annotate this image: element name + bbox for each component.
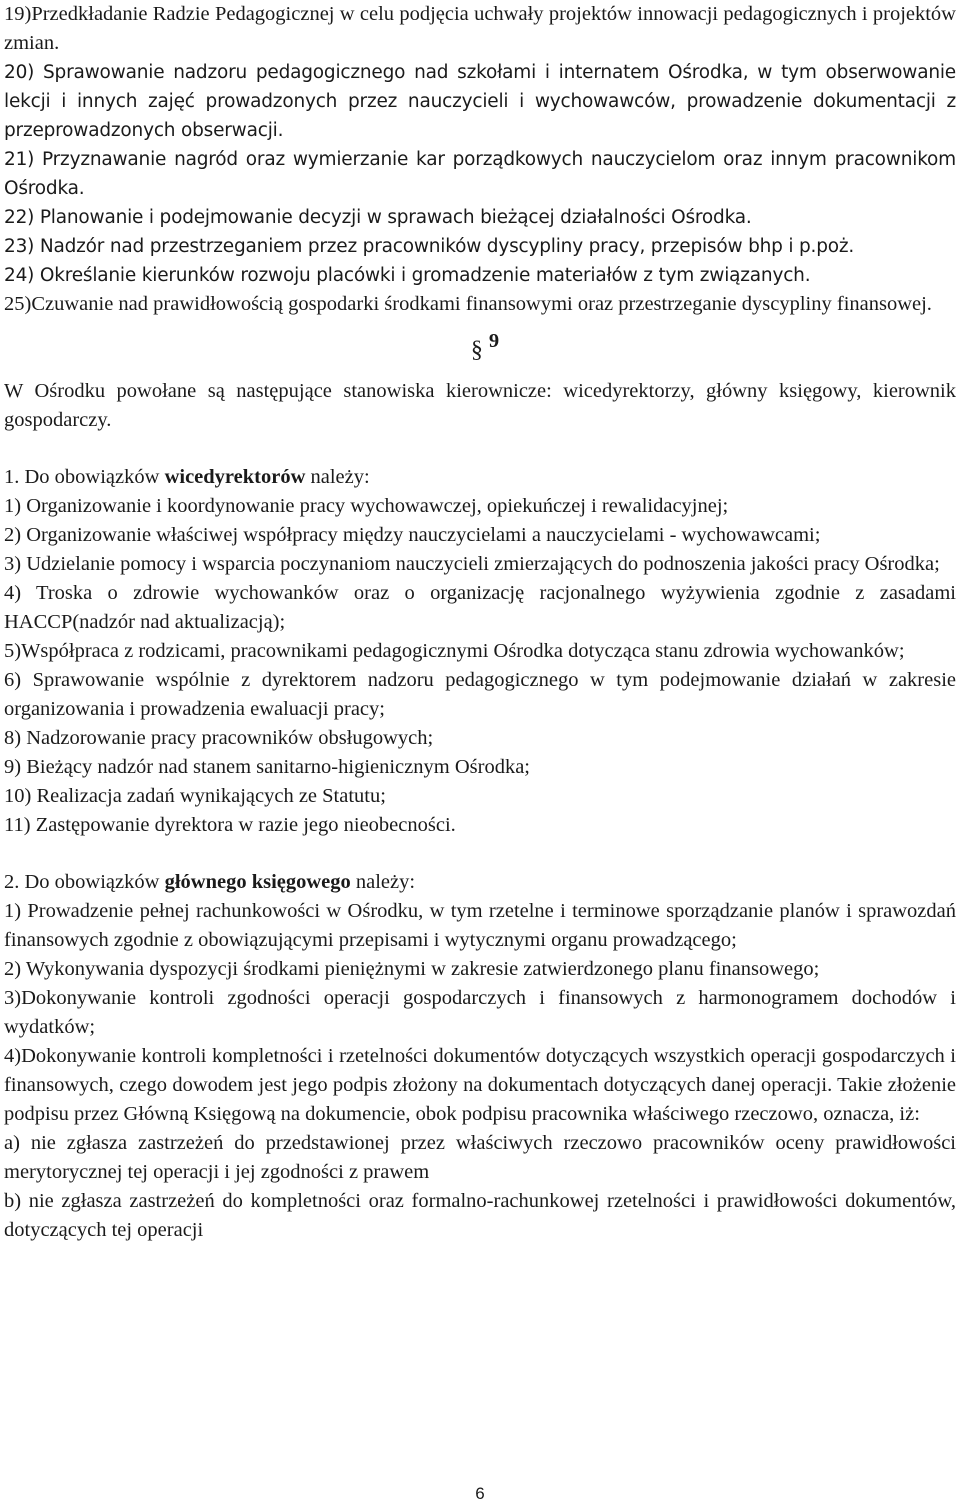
section-symbol: §: [470, 337, 483, 363]
list-item-23: 23) Nadzór nad przestrzeganiem przez pracowników dyscypliny pracy, przepisów bhp i p.poż.: [4, 236, 855, 257]
part1-item: 8) Nadzorowanie pracy pracowników obsługowych;: [4, 727, 434, 749]
part1-item: 4) Troska o zdrowie wychowanków oraz o organizację racjonalnego wyżywienia zgodnie z zasadami HACCP(nadzór nad aktualizacją);: [4, 582, 956, 633]
part1-item: 3) Udzielanie pomocy i wsparcia poczynaniom nauczycieli zmierzających do podnoszenia jakości pracy Ośrodka;: [4, 553, 940, 575]
section-heading: [4, 326, 956, 363]
intro-paragraph: W Ośrodku powołane są następujące stanowiska kierownicze: wicedyrektorzy, główny księgowy, kierownik gospodarczy.: [4, 380, 956, 431]
part2-item: 1) Prowadzenie pełnej rachunkowości w Ośrodku, w tym rzetelne i terminowe sporządzanie planów i sprawozdań finansowych zgodnie z obowiązującymi przepisami i wytycznymi organu prowadzącego;: [4, 900, 956, 951]
part1-item: 10) Realizacja zadań wynikających ze Statutu;: [4, 785, 386, 807]
spacer: [4, 840, 956, 868]
spacer: [4, 435, 956, 463]
part1-item: 5)Współpraca z rodzicami, pracownikami pedagogicznymi Ośrodka dotycząca stanu zdrowia wychowanków;: [4, 640, 905, 662]
list-item-19: 19)Przedkładanie Radzie Pedagogicznej w celu podjęcia uchwały projektów innowacji pedagogicznych i projektów zmian.: [4, 3, 956, 54]
list-item-25: 25)Czuwanie nad prawidłowością gospodarki środkami finansowymi oraz przestrzeganie dyscypliny finansowej.: [4, 293, 932, 315]
part2-item: b) nie zgłasza zastrzeżeń do kompletności oraz formalno-rachunkowej rzetelności i prawidłowości dokumentów, dotyczących tej operacji: [4, 1190, 956, 1241]
document-page: [4, 0, 956, 1245]
part1-heading: [4, 463, 956, 492]
part1-item: 1) Organizowanie i koordynowanie pracy wychowawczej, opiekuńczej i rewalidacyjnej;: [4, 495, 729, 517]
part1-suffix: należy:: [305, 466, 370, 488]
part2-item: 2) Wykonywania dyspozycji środkami pieniężnymi w zakresie zatwierdzonego planu finansowego;: [4, 958, 820, 980]
list-item-20: 20) Sprawowanie nadzoru pedagogicznego nad szkołami i internatem Ośrodka, w tym obserwowanie lekcji i innych zajęć prowadzonych przez nauczycieli i wychowawców, prowadzenie dokumentacji z przeprowadzonych obserwacji.: [4, 62, 956, 141]
part2-item: a) nie zgłasza zastrzeżeń do przedstawionej przez właściwych rzeczowo pracowników oceny prawidłowości merytorycznej tej operacji i jej zgodności z prawem: [4, 1132, 956, 1183]
part1-item: 11) Zastępowanie dyrektora w razie jego nieobecności.: [4, 814, 456, 836]
part1-prefix: 1. Do obowiązków: [4, 466, 165, 488]
part2-bold-term: głównego księgowego: [164, 871, 351, 893]
part1-item: 6) Sprawowanie wspólnie z dyrektorem nadzoru pedagogicznego w tym podejmowanie działań w zakresie organizowania i prowadzenia ewaluacji pracy;: [4, 669, 956, 720]
part2-prefix: 2. Do obowiązków: [4, 871, 165, 893]
list-item-24: 24) Określanie kierunków rozwoju placówki i gromadzenie materiałów z tym związanych.: [4, 265, 811, 286]
part1-item: 9) Bieżący nadzór nad stanem sanitarno-higienicznym Ośrodka;: [4, 756, 530, 778]
part2-suffix: należy:: [350, 871, 416, 893]
part2-item: 4)Dokonywanie kontroli kompletności i rzetelności dokumentów dotyczących wszystkich operacji gospodarczych i finansowych, czego dowodem jest jego podpis złożony na dokumentach dotyczących danej operacji. Takie złożenie podpisu przez Główną Księgową na dokumencie, obok podpisu pracownika właściwego rzeczowo, oznacza, iż:: [4, 1045, 956, 1125]
part2-heading: [4, 868, 956, 897]
page-number: 6: [475, 1484, 485, 1503]
part1-bold-term: wicedyrektorów: [164, 466, 306, 488]
list-item-22: 22) Planowanie i podejmowanie decyzji w sprawach bieżącej działalności Ośrodka.: [4, 207, 752, 228]
part2-item: 3)Dokonywanie kontroli zgodności operacji gospodarczych i finansowych z harmonogramem dochodów i wydatków;: [4, 987, 956, 1038]
part1-item: 2) Organizowanie właściwej współpracy między nauczycielami a nauczycielami - wychowawcami;: [4, 524, 821, 546]
section-number: 9: [488, 330, 500, 352]
list-item-21: 21) Przyznawanie nagród oraz wymierzanie kar porządkowych nauczycielom oraz innym pracownikom Ośrodka.: [4, 149, 956, 199]
